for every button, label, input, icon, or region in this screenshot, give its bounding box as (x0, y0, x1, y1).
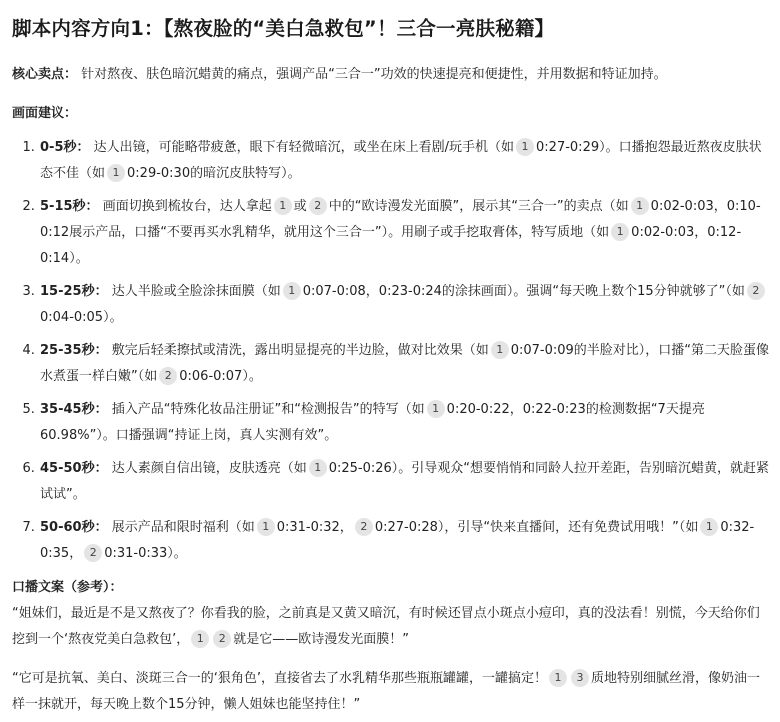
citation-badge[interactable]: 1 (491, 341, 509, 359)
voiceover-quote (12, 666, 770, 718)
text-segment: 达人半脸或全脸涂抹面膜（如 (111, 284, 281, 299)
text-segment: 0:25-0:26）。引导观众“想要悄悄和同龄人拉开差距，告别暗沉蜡黄，就赶紧试试”。 (40, 461, 770, 502)
core-selling-point-label: 核心卖点： (12, 67, 78, 82)
citation-badge[interactable]: 1 (107, 164, 125, 182)
text-segment: 0:07-0:09的半脸对比），口播“第二天脸蛋像水煮蛋一样白嫩”（如 (40, 343, 770, 384)
step-time-label: 25-35秒： (40, 343, 108, 358)
text-segment: 0:06-0:07）。 (179, 369, 262, 384)
citation-badge[interactable]: 2 (355, 518, 373, 536)
step-time-label: 5-15秒： (40, 199, 99, 214)
citation-badge[interactable]: 1 (257, 518, 275, 536)
text-segment: “姐妹们，最近是不是又熬夜了？你看我的脸，之前真是又黄又暗沉，有时候还冒点小斑点小痘印，真的没法看！别慌，今天给你们挖到一个‘熬夜党美白急救包’， (12, 606, 760, 647)
voiceover-quotes (12, 601, 770, 718)
voiceover-quote (12, 601, 770, 653)
page-title: 脚本内容方向1：【熬夜脸的“美白急救包”！三合一亮肤秘籍】 (12, 17, 555, 40)
text-segment: 0:31-0:32， (276, 520, 353, 535)
text-segment: 0:02-0:03，0:12-0:14）。 (40, 225, 742, 266)
scene-step (39, 338, 770, 390)
scene-step (39, 515, 770, 567)
citation-badge[interactable]: 2 (747, 282, 765, 300)
text-segment: 质地特别细腻丝滑，像奶油一样一抹就开，每天晚上数个15分钟，懒人姐妹也能坚持住！” (12, 671, 761, 712)
step-time-label: 45-50秒： (40, 461, 108, 476)
text-segment: 0:02-0:03，0:10-0:12展示产品，口播“不要再买水乳精华，就用这个三合一”）。用刷子或手挖取膏体，特写质地（如 (40, 199, 761, 240)
citation-badge[interactable]: 2 (309, 197, 327, 215)
scene-steps-list (12, 135, 770, 567)
step-time-label: 0-5秒： (40, 140, 90, 155)
text-segment: 敷完后轻柔擦拭或清洗，露出明显提亮的半边脸，做对比效果（如 (111, 343, 489, 358)
text-segment: 达人素颜自信出镜，皮肤透亮（如 (111, 461, 307, 476)
citation-badge[interactable]: 1 (309, 459, 327, 477)
text-segment: 0:27-0:29）。口播抱怨最近熬夜皮肤状态不佳（如 (40, 140, 762, 181)
core-selling-point-text: 针对熬夜、肤色暗沉蜡黄的痛点，强调产品“三合一”功效的快速提亮和便捷性，并用数据和特证加持。 (81, 67, 667, 82)
citation-badge[interactable]: 1 (700, 518, 718, 536)
text-segment: 0:04-0:05）。 (40, 310, 123, 325)
citation-badge[interactable]: 1 (274, 197, 292, 215)
text-segment: 或 (293, 199, 307, 214)
text-segment: 达人出镜，可能略带疲惫，眼下有轻微暗沉，或坐在床上看剧/玩手机（如 (93, 140, 515, 155)
citation-badge[interactable]: 2 (213, 630, 231, 648)
citation-badge[interactable]: 3 (571, 669, 589, 687)
text-segment: 0:32-0:35， (40, 520, 755, 561)
citation-badge[interactable]: 2 (84, 544, 102, 562)
step-time-label: 50-60秒： (40, 520, 108, 535)
citation-badge[interactable]: 1 (427, 400, 445, 418)
text-segment: 中的“欧诗漫发光面膜”，展示其“三合一”的卖点（如 (328, 199, 629, 214)
citation-badge[interactable]: 1 (611, 223, 629, 241)
text-segment: 画面切换到梳妆台，达人拿起 (102, 199, 272, 214)
scene-step (39, 279, 770, 331)
citation-badge[interactable]: 2 (159, 367, 177, 385)
text-segment: “它可是抗氧、美白、淡斑三合一的‘狠角色’，直接省去了水乳精华那些瓶瓶罐罐，一罐搞定！ (12, 671, 548, 686)
scene-step (39, 194, 770, 272)
citation-badge[interactable]: 1 (516, 138, 534, 156)
text-segment: 0:29-0:30的暗沉皮肤特写）。 (127, 166, 301, 181)
text-segment: 0:20-0:22，0:22-0:23的检测数据“7天提亮60.98%”）。口播强调“持证上岗，真人实测有效”。 (40, 402, 705, 443)
scene-suggestions-heading: 画面建议： (12, 106, 78, 121)
text-segment: 插入产品“特殊化妆品注册证”和“检测报告”的特写（如 (111, 402, 425, 417)
scene-step (39, 456, 770, 508)
scene-step (39, 397, 770, 449)
voiceover-heading: 口播文案（参考）： (12, 580, 123, 595)
step-time-label: 15-25秒： (40, 284, 108, 299)
citation-badge[interactable]: 1 (631, 197, 649, 215)
core-selling-point (12, 62, 770, 88)
text-segment: 0:31-0:33）。 (104, 546, 187, 561)
text-segment: 就是它——欧诗漫发光面膜！” (233, 632, 410, 647)
text-segment: 0:07-0:08，0:23-0:24的涂抹画面）。强调“每天晚上数个15分钟就够了”（如 (302, 284, 745, 299)
step-time-label: 35-45秒： (40, 402, 108, 417)
text-segment: 0:27-0:28），引导“快来直播间，还有免费试用哦！”（如 (374, 520, 699, 535)
citation-badge[interactable]: 1 (549, 669, 567, 687)
text-segment: 展示产品和限时福利（如 (111, 520, 255, 535)
citation-badge[interactable]: 1 (283, 282, 301, 300)
scene-step (39, 135, 770, 187)
citation-badge[interactable]: 1 (191, 630, 209, 648)
